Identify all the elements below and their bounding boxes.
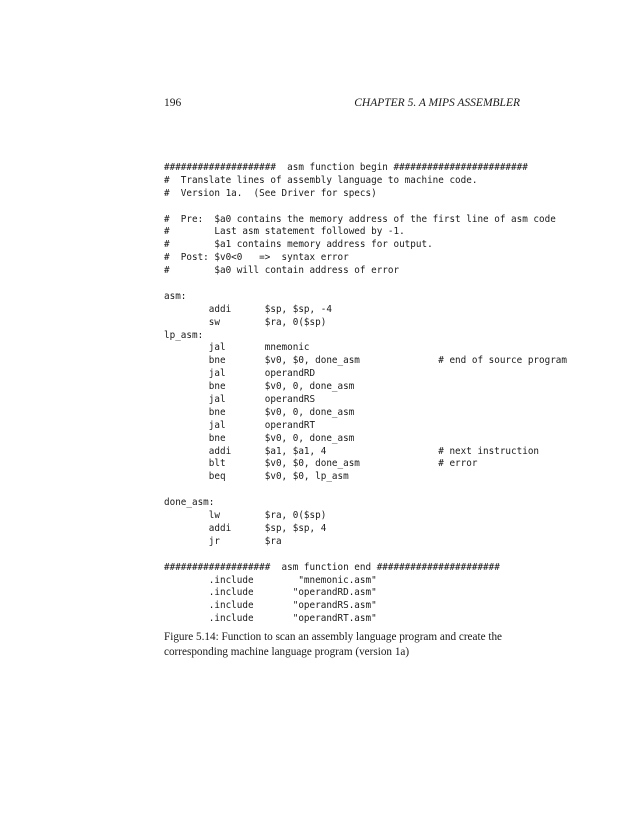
code-line: # Last asm statement followed by -1. [164, 226, 405, 238]
code-line: bne $v0, $0, done_asm # end of source program [164, 355, 567, 367]
code-line: lw $ra, 0($sp) [164, 510, 327, 522]
code-listing [164, 162, 567, 626]
code-line: addi $sp, $sp, -4 [164, 303, 332, 315]
page-number: 196 [164, 97, 182, 109]
code-line [164, 484, 567, 497]
code-line: bne $v0, 0, done_asm [164, 406, 355, 418]
code-line: jr $ra [164, 535, 282, 547]
code-line: beq $v0, $0, lp_asm [164, 471, 349, 483]
code-line: # $a0 will contain address of error [164, 265, 400, 277]
code-line: .include "operandRD.asm" [164, 587, 377, 599]
code-line: jal operandRD [164, 368, 316, 380]
code-line: .include "operandRT.asm" [164, 613, 377, 625]
code-line: jal mnemonic [164, 342, 310, 354]
code-line: .include "mnemonic.asm" [164, 574, 377, 586]
code-line: # Translate lines of assembly language to machine code. [164, 174, 478, 186]
code-line: # $a1 contains memory address for output. [164, 239, 433, 251]
code-line: blt $v0, $0, done_asm # error [164, 458, 478, 470]
code-line: jal operandRS [164, 394, 316, 406]
code-line: .include "operandRS.asm" [164, 600, 377, 612]
code-line: addi $a1, $a1, 4 # next instruction [164, 445, 540, 457]
code-line [164, 278, 567, 291]
code-line: bne $v0, 0, done_asm [164, 432, 355, 444]
caption-line-1: Figure 5.14: Function to scan an assembly language program and create the [164, 631, 503, 643]
code-line: ################### asm function end ###################### [164, 561, 500, 573]
code-line: # Pre: $a0 contains the memory address of the first line of asm code [164, 213, 556, 225]
page-header [164, 97, 520, 113]
code-line: lp_asm: [164, 329, 204, 341]
figure-caption [164, 630, 524, 659]
code-line: done_asm: [164, 497, 215, 509]
code-line [164, 201, 567, 214]
code-line: sw $ra, 0($sp) [164, 316, 327, 328]
code-line: asm: [164, 290, 187, 302]
code-line: #################### asm function begin ######################## [164, 162, 528, 173]
chapter-title: CHAPTER 5. A MIPS ASSEMBLER [354, 97, 520, 109]
code-line: addi $sp, $sp, 4 [164, 522, 327, 534]
code-line [164, 549, 567, 562]
code-line: # Post: $v0<0 => syntax error [164, 252, 349, 264]
caption-line-2: corresponding machine language program (version 1a) [164, 645, 410, 658]
code-line: jal operandRT [164, 419, 316, 431]
code-line: # Version 1a. (See Driver for specs) [164, 187, 377, 199]
code-line: bne $v0, 0, done_asm [164, 381, 355, 393]
